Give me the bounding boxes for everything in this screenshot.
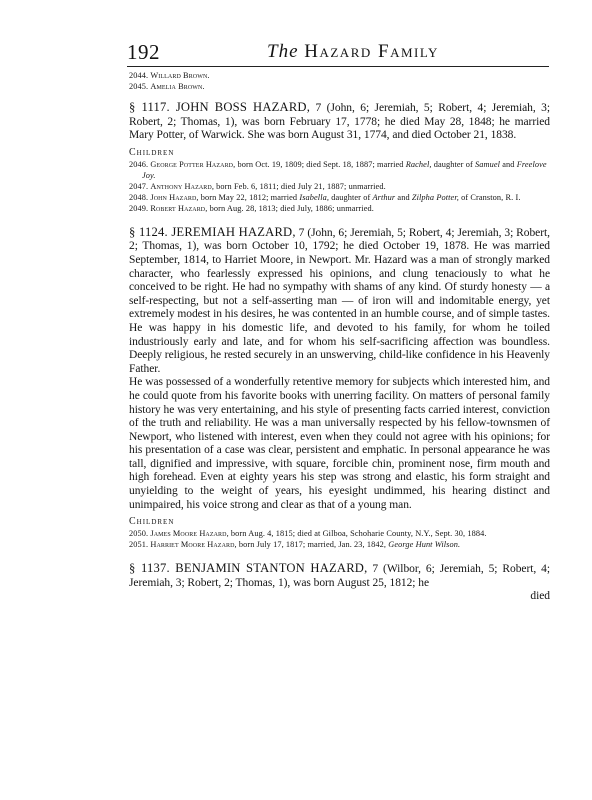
child-entry: 2046. George Potter Hazard, born Oct. 19, 1809; died Sept. 18, 1887; married Rachel, daughter of Samuel and Freelove Joy. [129, 159, 547, 180]
section-text: 7 (John, 6; Jeremiah, 5; Robert, 4; Jeremiah, 3; Robert, 2; Thomas, 1), was born February 17, 1778; he died May 28, 1848; he married Mary Potter, of Warwick. She was born August 31, 1774, and died October 21, 1838. [129, 102, 551, 142]
entry-number: 2044. [129, 71, 149, 80]
running-title-family: Hazard Family [304, 41, 439, 62]
child-entry: 2048. John Hazard, born May 22, 1812; married Isabella, daughter of Arthur and Zilpha Potter, of Cranston, R. I. [129, 192, 521, 202]
section-heading: § 1124. JEREMIAH HAZARD, [129, 224, 296, 239]
child-entry: 2051. Harriet Moore Hazard, born July 17, 1817; married, Jan. 23, 1842, George Hunt Wilson. [129, 540, 461, 550]
entry-name: Amelia Brown. [150, 82, 205, 91]
running-title-the: The [267, 41, 299, 62]
children-heading: Children [129, 146, 175, 158]
section-text: 7 (John, 6; Jeremiah, 5; Robert, 4; Jeremiah, 3; Robert, 2; Thomas, 1), was born October 10, 1792; he died October 19, 1878. He was married September, 1814, to Harriet Moore, in Newport. Mr. Hazard was a man of strongly marked character, who fearlessly expressed his opinions, and clung tenaciously to what he conceived to be right. He had no sympathy with shams of any kind. Of sturdy honesty — a self-respecting, but not a self-asserting man — of iron will and indomitable energy, yet extremely modest in his desires, he was contented in an humble course, and of simple tastes. He was happy in his domestic life, and devoted to his family, for whom he toiled industriously early and late, and for whom his self-sacrificing affection was boundless. Deeply religious, he rested securely in an unswerving, child-like confidence in his Heavenly Father. [129, 226, 550, 375]
section-heading: § 1137. BENJAMIN STANTON HAZARD, [129, 561, 368, 576]
entry-name: Willard Brown. [150, 71, 210, 80]
child-entry: 2047. Anthony Hazard, born Feb. 6, 1811; died July 21, 1887; unmarried. [129, 181, 386, 191]
section-1137 [129, 562, 550, 604]
running-header [127, 40, 549, 67]
entry-number: 2045. [129, 82, 149, 91]
child-entry: 2049. Robert Hazard, born Aug. 28, 1813; died July, 1886; unmarried. [129, 203, 374, 213]
section-1124 [129, 226, 550, 377]
section-text: 7 (Wilbor, 6; Jeremiah, 5; Robert, 4; Jeremiah, 3; Robert, 2; Thomas, 1), was born August 25, 1812; he [129, 563, 550, 589]
spacer [129, 214, 550, 217]
running-title [267, 41, 439, 63]
section-1124-continued: He was possessed of a wonderfully retentive memory for subjects which interested him, and he could quote from his favorite books with unerring facility. On matters of personal family history he was very entertaining, and his style of presenting facts carried interest, conviction of the truth and reliability. He was a man universally respected by his fellow-townsmen of Newport, who listened with interest, even when they could not agree with his opinions; for his presentation of a case was clear, persistent and emphatic. In personal appearance he was tall, dignified and impressive, with square, forcible chin, prominent nose, firm mouth and high forehead. Even at eighty years his step was strong and elastic, his form straight and unyielding to the weight of years, his eyesight undimmed, his hearing distinct and unimpaired, his voice strong and clear as that of a young man. [129, 376, 550, 511]
section-1117 [129, 101, 550, 143]
child-entry [129, 70, 550, 81]
page-number: 192 [127, 40, 160, 64]
page-body [129, 70, 550, 604]
child-entry [129, 81, 550, 92]
section-heading: § 1117. JOHN BOSS HAZARD, [129, 100, 311, 114]
catchword: died [530, 590, 550, 603]
child-entry: 2050. James Moore Hazard, born Aug. 4, 1815; died at Gilboa, Schoharie County, N.Y., Sept. 30, 1884. [129, 529, 487, 539]
children-heading: Children [129, 516, 175, 528]
